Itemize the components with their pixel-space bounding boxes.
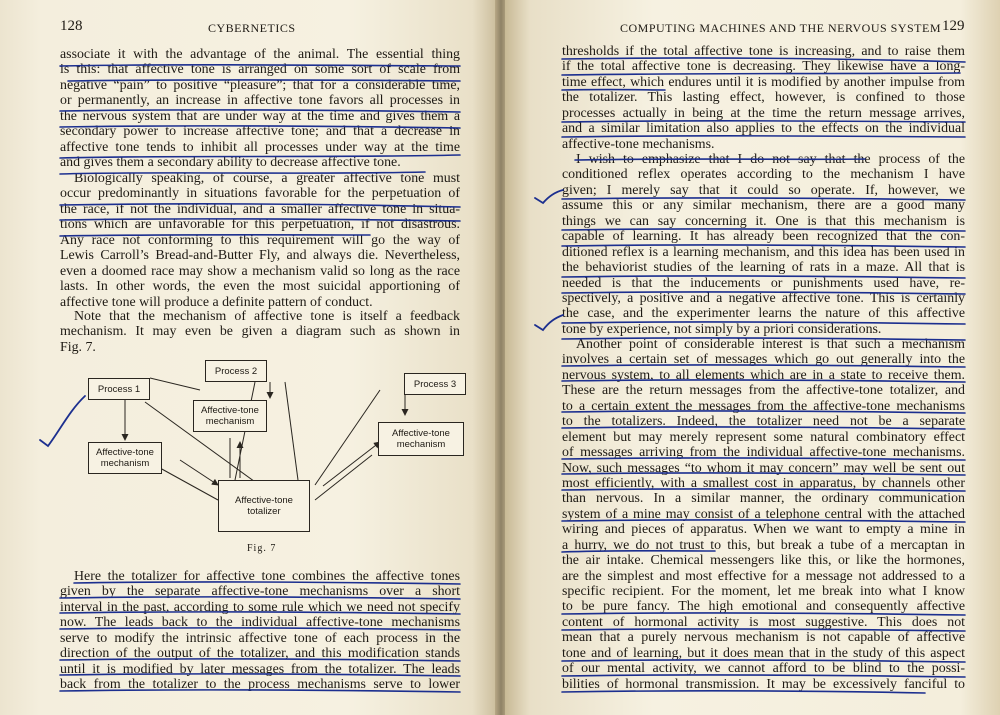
affective-tone-mechanism-2: Affective-tone mechanism bbox=[193, 400, 267, 432]
text-line: is this: that affective tone is arranged on some sort of scale from bbox=[60, 62, 460, 78]
text-line: associate it with the advantage of the animal. The essential thing bbox=[60, 47, 460, 62]
text-line: are the simplest and most effective for a message not addressed to a bbox=[562, 568, 965, 584]
text-line: given; I merely say that it could so operate. If, however, we bbox=[562, 182, 965, 198]
text-line: Another point of considerable interest is that such a mechanism bbox=[576, 337, 965, 352]
text-line: capable of learning. It has already been recognized that the con- bbox=[562, 229, 965, 245]
text-line: Any race not conforming to this requirement will go the way of bbox=[60, 232, 460, 248]
text-line: system of a mine may consist of a telephone central with the attached bbox=[562, 506, 965, 522]
text-line: the air intake. Chemical messengers like this, or like the hormones, bbox=[562, 553, 965, 569]
text-line: Here the totalizer for affective tone combines the affective tones bbox=[74, 569, 460, 584]
text-line: tone and of learning, but it does mean that in the study of this aspect bbox=[562, 645, 965, 661]
text-line: things we can say concerning it. One is that this mechanism is bbox=[562, 213, 965, 229]
page-number-right: 129 bbox=[942, 18, 965, 34]
text-line: back from the totalizer to the process mechanisms serve to lower bbox=[60, 677, 460, 693]
right-page bbox=[505, 0, 1000, 715]
left-paragraph-4 bbox=[60, 569, 460, 693]
process-1-box: Process 1 bbox=[88, 378, 150, 400]
text-line: given by the separate affective-tone mechanisms over a short bbox=[60, 584, 460, 600]
text-line: and gives them a secondary ability to decrease affective tone. bbox=[60, 155, 401, 171]
text-line: to the totalizers. Indeed, the totalizer need not be a separate bbox=[562, 414, 965, 430]
left-paragraph-1 bbox=[60, 47, 460, 171]
text-line: than nervous. In a similar manner, the ordinary communication bbox=[562, 491, 965, 507]
affective-tone-mechanism-3: Affective-tone mechanism bbox=[378, 422, 464, 456]
text-line: wiring and pieces of apparatus. When we want to empty a mine in bbox=[562, 522, 965, 538]
text-line: assume this or any similar mechanism, there are a good many bbox=[562, 198, 965, 214]
text-line: if the total affective tone is decreasing. They likewise have a long- bbox=[562, 59, 965, 75]
text-line: thresholds if the total affective tone is increasing, and to raise them bbox=[562, 44, 965, 59]
running-head-right: COMPUTING MACHINES AND THE NERVOUS SYSTEM bbox=[620, 21, 942, 35]
text-line: most efficiently, with a smallest cost in apparatus, by channels other bbox=[562, 475, 965, 491]
text-line: a hurry, we do not trust to this, but break a tube of a mercaptan in bbox=[562, 537, 965, 553]
text-line: conditioned reflex operates according to the mechanism I have bbox=[562, 167, 965, 183]
text-line: direction of the output of the totalizer, and this modification stands bbox=[60, 646, 460, 662]
text-line: Note that the mechanism of affective tone is itself a feedback bbox=[74, 309, 460, 324]
feedback-diagram bbox=[40, 360, 470, 540]
text-line: specific recipient. For the moment, let me break into what I know bbox=[562, 584, 965, 599]
text-line: the behaviorist studies of the learning of rats in a maze. All that is bbox=[562, 260, 965, 276]
text-line: affective tone tends to inhibit all processes under way at the time bbox=[60, 139, 460, 155]
text-line: serve to modify the intrinsic affective tone of each process in the bbox=[60, 630, 460, 646]
text-line: ditioned reflex is a learning mechanism, and this idea has been used in bbox=[562, 244, 965, 260]
text-line: or permanently, an increase in affective tone favors all processes in bbox=[60, 93, 460, 109]
text-line: the totalizer. This lasting effect, however, is confined to those bbox=[562, 90, 965, 106]
text-line: needed is that the inducements or punishments used have, re- bbox=[562, 275, 965, 291]
pen-checkmark bbox=[535, 315, 563, 330]
text-line: Fig. 7. bbox=[60, 339, 96, 355]
text-line: now. The leads back to the individual affective-tone mechanisms bbox=[60, 615, 460, 631]
text-line: to a certain extent the messages from the affective-tone mechanisms bbox=[562, 398, 965, 414]
figure-caption: Fig. 7 bbox=[247, 543, 277, 554]
text-line: processes actually in being at the time the return message arrives, bbox=[562, 105, 965, 121]
text-line: secondary power to increase affective tone; and that a decrease in bbox=[60, 124, 460, 140]
page-number-left: 128 bbox=[60, 18, 83, 34]
text-line: These are the return messages from the affective-tone totalizer, and bbox=[562, 383, 965, 399]
affective-tone-totalizer: Affective-tone totalizer bbox=[218, 480, 310, 532]
left-page bbox=[0, 0, 497, 715]
text-line: involves a certain set of messages which go out generally into the bbox=[562, 352, 965, 368]
text-line: Lewis Carroll’s Bread-and-Butter Fly, and always die. Nevertheless, bbox=[60, 248, 460, 264]
text-line: affective tone will produce a definite pattern of conduct. bbox=[60, 294, 373, 310]
text-line: the nervous system that are under way at the time and gives them a bbox=[60, 108, 460, 124]
text-line: Biologically speaking, of course, a greater affective tone must bbox=[74, 171, 460, 186]
left-paragraph-3 bbox=[60, 309, 460, 355]
pen-checkmark bbox=[535, 190, 563, 203]
right-paragraph-2 bbox=[562, 152, 965, 337]
text-line: bilities of hormonal transmission. It may be excessively fanciful to bbox=[562, 676, 965, 692]
text-line: Now, such messages “to whom it may concern” may well be sent out bbox=[562, 460, 965, 476]
text-line: affective-tone mechanisms. bbox=[562, 136, 715, 152]
text-line: to be pure fancy. The high emotional and consequently affective bbox=[562, 599, 965, 615]
left-paragraph-2 bbox=[60, 171, 460, 310]
text-line: mean that a purely nervous mechanism is not capable of affective bbox=[562, 630, 965, 646]
text-line: nervous system, to all elements which are in a state to receive them. bbox=[562, 367, 965, 383]
text-line: tions which are unfavorable for this perpetuation, if not disastrous. bbox=[60, 217, 460, 233]
text-line: interval in the past, according to some rule which we need not specify bbox=[60, 599, 460, 615]
text-line: time effect, which endures until it is modified by another impulse from bbox=[562, 74, 965, 90]
text-line: element but may merely represent some natural combinatory effect bbox=[562, 429, 965, 445]
text-line: content of hormonal activity is most suggestive. This does not bbox=[562, 614, 965, 630]
running-head-left: CYBERNETICS bbox=[208, 21, 296, 35]
affective-tone-mechanism-1: Affective-tone mechanism bbox=[88, 442, 162, 474]
text-line: of our mental activity, we cannot afford to be blind to the possi- bbox=[562, 661, 965, 677]
text-line: occur predominantly in situations favorable for the perpetuation of bbox=[60, 186, 460, 202]
text-line: the race, if not the individual, and a smaller affective tone in situa- bbox=[60, 201, 460, 217]
text-line: mechanism. It may even be given a diagram such as shown in bbox=[60, 324, 460, 340]
text-line: lasts. In other words, the even the most suicidal apportioning of bbox=[60, 279, 460, 295]
right-paragraph-3 bbox=[562, 337, 965, 692]
text-line: and a similar limitation also applies to the effects on the individual bbox=[562, 121, 965, 137]
text-line: until it is modified by later messages from the totalizer. The leads bbox=[60, 661, 460, 677]
right-paragraph-1 bbox=[562, 44, 965, 152]
text-line: of messages arriving from the individual affective-tone mechanisms. bbox=[562, 445, 965, 461]
process-3-box: Process 3 bbox=[404, 373, 466, 395]
text-line: I wish to emphasize that I do not say that the process of the bbox=[576, 152, 965, 167]
text-line: tone by experience, not simply by a priori considerations. bbox=[562, 321, 882, 337]
text-line: even a doomed race may show a mechanism valid so long as the race bbox=[60, 263, 460, 279]
text-line: the case, and the experimenter learns the nature of this affective bbox=[562, 306, 965, 322]
text-line: negative “pain” to positive “pleasure”; that for a considerable time, bbox=[60, 77, 460, 93]
process-2-box: Process 2 bbox=[205, 360, 267, 382]
text-line: spectively, a positive and a negative affective tone. This is certainly bbox=[562, 290, 965, 306]
